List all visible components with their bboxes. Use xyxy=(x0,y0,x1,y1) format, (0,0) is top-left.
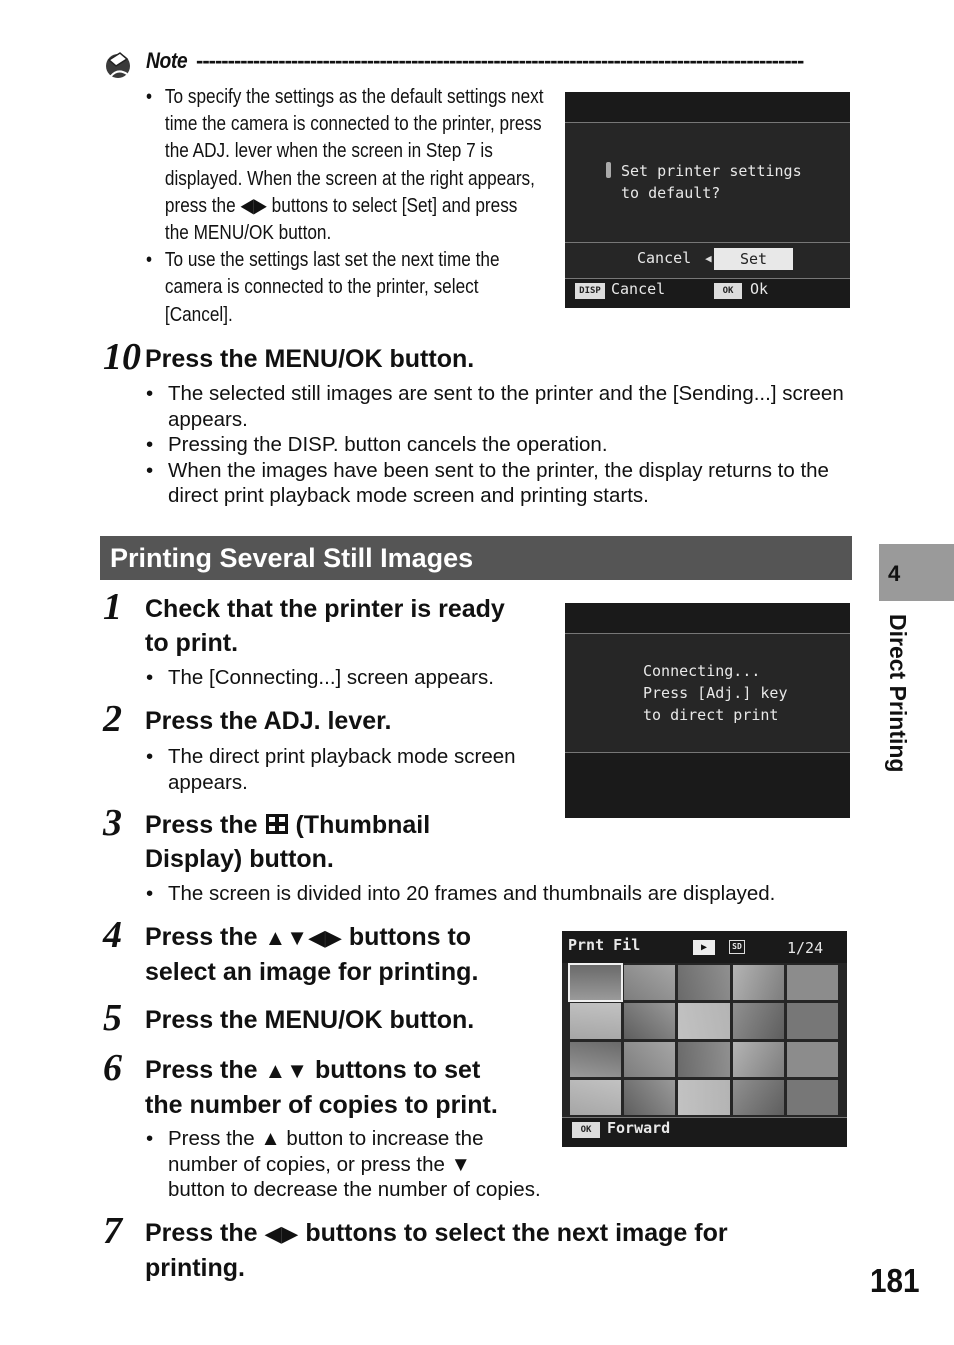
bullet-text: button to decrease the number of copies. xyxy=(168,1178,541,1202)
thumbnail-image[interactable] xyxy=(678,1042,729,1077)
step-title xyxy=(145,920,478,989)
bullet-text: number of copies, or press the xyxy=(168,1152,445,1176)
direction-arrows-icon: ▲▼◀▶ xyxy=(264,925,342,950)
down-arrow-icon: ▼ xyxy=(450,1152,471,1176)
left-right-arrows-icon: ◀▶ xyxy=(264,1221,299,1246)
step-number: 1 xyxy=(103,586,122,628)
thumbnail-image[interactable] xyxy=(678,1003,729,1038)
thumbnail-image[interactable] xyxy=(787,1042,838,1077)
bullet-text-line: appears. xyxy=(168,770,248,794)
step-bullets xyxy=(146,744,556,795)
left-arrow-icon: ◀ xyxy=(705,252,712,265)
note-title: Note xyxy=(146,48,188,73)
thumbnail-image[interactable] xyxy=(570,1080,621,1115)
step-number: 3 xyxy=(103,802,122,844)
step-bullets xyxy=(146,665,556,691)
dialog-message-line2: to default? xyxy=(621,184,721,202)
thumbnail-image[interactable] xyxy=(678,1080,729,1115)
thumbnail-image[interactable] xyxy=(787,1003,838,1038)
step-title-line: Display) button. xyxy=(145,845,334,873)
step-number: 7 xyxy=(103,1210,122,1252)
ok-key-icon: OK xyxy=(572,1122,600,1138)
note-divider: ------------------------------------------------------------------------------------------------ xyxy=(196,48,804,73)
note-item: • To specify the settings as the default settings next time the camera is connected to the printer, press the ADJ. lever when the screen in Step 7 is displayed. When the screen at the right appears, press the ◀▶ buttons to select [Set] and press the MENU/OK button. xyxy=(146,84,546,247)
step-title-text: buttons to select the next image for xyxy=(305,1219,728,1247)
disp-cancel-label: Cancel xyxy=(611,280,666,298)
sd-card-icon: SD xyxy=(729,940,745,954)
thumbnail-image[interactable] xyxy=(733,1042,784,1077)
step-title xyxy=(145,592,505,660)
step-number: 6 xyxy=(103,1047,122,1089)
connecting-line3: to direct print xyxy=(643,706,779,724)
disp-key-icon: DISP xyxy=(575,283,605,299)
step-title-text: Press the xyxy=(145,1219,258,1247)
bullet-item xyxy=(146,744,556,795)
step-title-text: Press the xyxy=(145,811,258,839)
bullet-item: • When the images have been sent to the printer, the display returns to the direct print playback mode screen and printing starts. xyxy=(146,458,856,509)
connecting-line1: Connecting... xyxy=(643,662,761,680)
step-title: Press the MENU/OK button. xyxy=(145,1006,475,1034)
thumbnail-image[interactable] xyxy=(570,1042,621,1077)
ok-label: Ok xyxy=(750,280,769,298)
step-title-text: Press the xyxy=(145,923,258,951)
dialog-message-line1: Set printer settings xyxy=(621,162,802,180)
step-title-line: select an image for printing. xyxy=(145,958,479,986)
thumbnail-image[interactable] xyxy=(787,1080,838,1115)
step-title xyxy=(145,1216,728,1285)
thumbnail-grid xyxy=(570,965,838,1115)
playback-icon: ▶ xyxy=(693,940,715,955)
step-bullets xyxy=(146,381,856,509)
step-title-line: printing. xyxy=(145,1254,245,1282)
forward-label: Forward xyxy=(607,1119,671,1137)
thumbnail-image[interactable] xyxy=(624,1042,675,1077)
screen-title: Prnt Fil xyxy=(568,936,641,954)
warning-icon xyxy=(606,162,611,178)
bullet-text-line: The direct print playback mode screen xyxy=(168,745,516,768)
chapter-label: Direct Printing xyxy=(885,614,911,773)
thumbnail-image[interactable] xyxy=(570,965,621,1000)
lcd-screen-connecting xyxy=(565,603,850,818)
up-arrow-icon: ▲ xyxy=(260,1127,281,1150)
bullet-text: button to increase the xyxy=(286,1127,484,1150)
step-bullets xyxy=(146,881,856,907)
up-down-arrows-icon: ▲▼ xyxy=(264,1058,309,1083)
thumbnail-image[interactable] xyxy=(570,1003,621,1038)
bullet-item: • The [Connecting...] screen appears. xyxy=(146,665,556,691)
thumbnail-image[interactable] xyxy=(733,1003,784,1038)
section-heading: Printing Several Still Images xyxy=(100,536,852,580)
step-number: 5 xyxy=(103,997,122,1039)
step-title xyxy=(145,1053,498,1122)
bullet-item xyxy=(146,1126,606,1203)
note-list xyxy=(146,84,546,329)
step-number: 10 xyxy=(103,336,141,378)
option-set[interactable]: Set xyxy=(714,248,793,270)
step-number: 4 xyxy=(103,914,122,956)
step-number: 2 xyxy=(103,698,122,740)
step-title-line: Check that the printer is ready xyxy=(145,595,505,623)
bullet-text: Press the xyxy=(168,1127,255,1150)
step-bullets xyxy=(146,1126,606,1203)
thumbnail-image[interactable] xyxy=(733,965,784,1000)
note-item: • To use the settings last set the next time the camera is connected to the printer, select [Cancel]. xyxy=(146,247,546,329)
connecting-line2: Press [Adj.] key xyxy=(643,684,788,702)
step-title: Press the MENU/OK button. xyxy=(145,345,475,373)
image-counter: 1/24 xyxy=(787,939,824,957)
lcd-screen-thumbnails xyxy=(562,931,847,1147)
step-title-text: buttons to xyxy=(348,923,472,951)
thumbnail-image[interactable] xyxy=(624,965,675,1000)
step-title: Press the ADJ. lever. xyxy=(145,707,392,735)
bullet-item: • The selected still images are sent to the printer and the [Sending...] screen appears. xyxy=(146,381,856,432)
step-title-text: (Thumbnail xyxy=(295,811,431,839)
ok-key-icon: OK xyxy=(714,283,742,299)
note-pencil-icon xyxy=(103,50,133,80)
chapter-number: 4 xyxy=(888,561,901,586)
step-title-line: to print. xyxy=(145,629,239,657)
bullet-item: • Pressing the DISP. button cancels the operation. xyxy=(146,432,856,458)
step-title-text: Press the xyxy=(145,1056,258,1084)
page-number: 181 xyxy=(870,1262,920,1299)
step-title-text: buttons to set xyxy=(315,1056,481,1084)
thumbnail-image[interactable] xyxy=(787,965,838,1000)
thumbnail-image[interactable] xyxy=(678,965,729,1000)
thumbnail-image[interactable] xyxy=(733,1080,784,1115)
option-cancel[interactable]: Cancel xyxy=(637,249,692,267)
thumbnail-image[interactable] xyxy=(624,1080,675,1115)
step-title xyxy=(145,808,430,876)
thumbnail-image[interactable] xyxy=(624,1003,675,1038)
bullet-item: • The screen is divided into 20 frames and thumbnails are displayed. xyxy=(146,881,856,907)
lcd-screen-default-settings xyxy=(565,92,850,308)
thumbnail-display-icon xyxy=(265,813,289,835)
step-title-line: the number of copies to print. xyxy=(145,1091,498,1119)
